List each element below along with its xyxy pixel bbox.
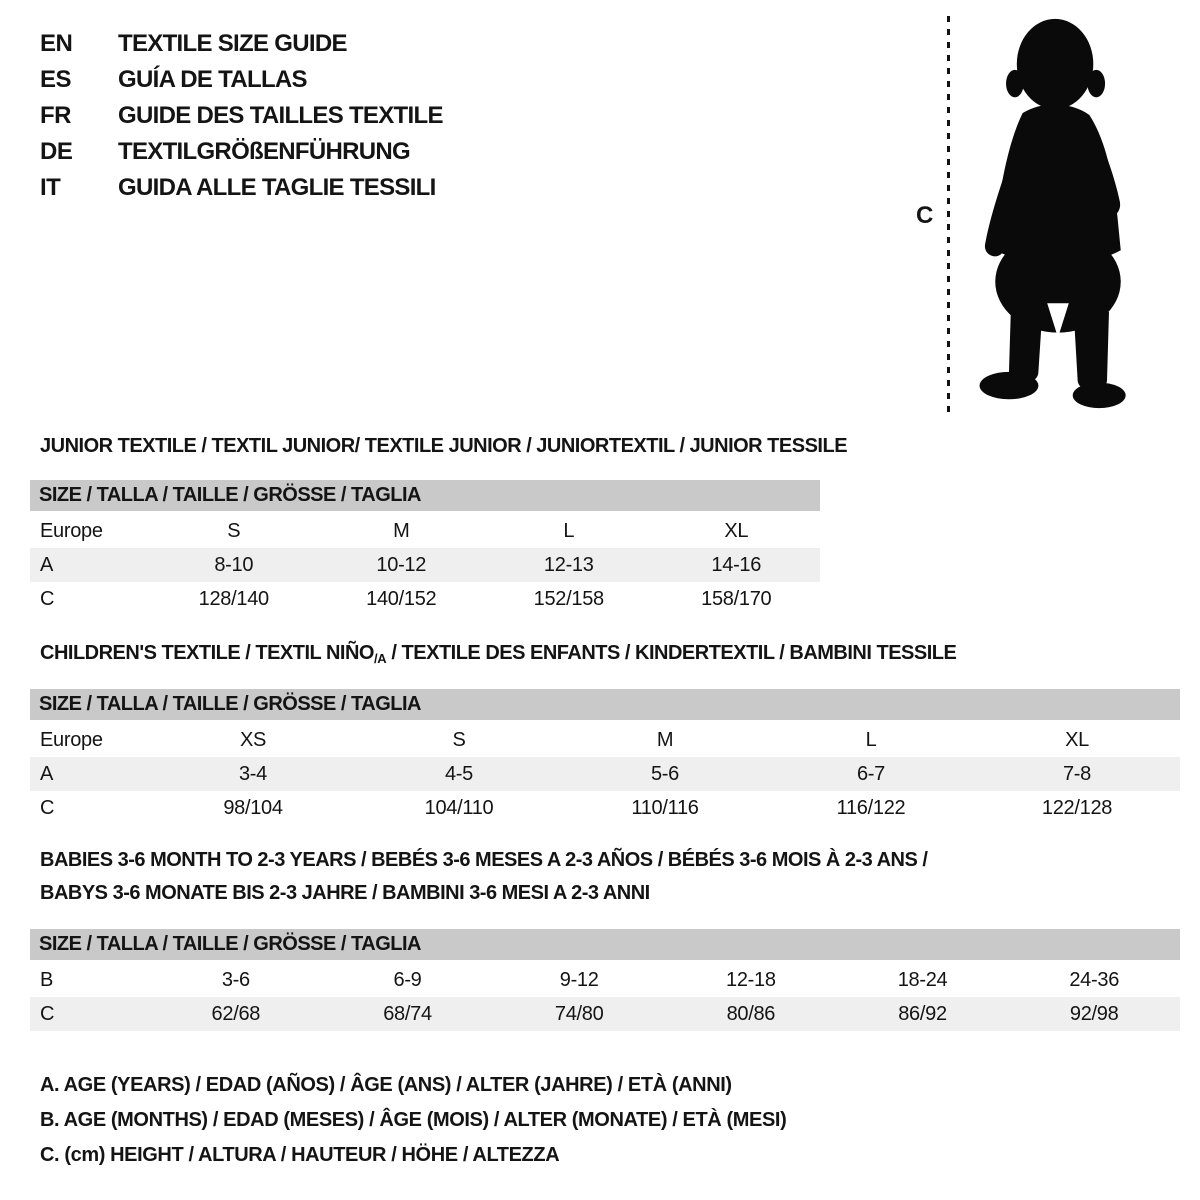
cell-value: 92/98	[1069, 1003, 1119, 1025]
junior-size-table	[30, 480, 820, 616]
cell-value: 68/74	[383, 1003, 432, 1025]
cell-value: 12-18	[726, 969, 776, 991]
cell-value: 140/152	[366, 588, 437, 610]
cell-value: 80/86	[726, 1003, 776, 1025]
row-label: C	[40, 588, 55, 610]
children-size-table	[30, 689, 1180, 825]
guide-title: TEXTILGRÖßENFÜHRUNG	[118, 138, 411, 165]
cell-value: 122/128	[1041, 797, 1113, 819]
height-measure-dashed-line	[947, 16, 950, 414]
table-row	[30, 757, 1180, 791]
footnote-b: B. AGE (MONTHS) / EDAD (MESES) / ÂGE (MOIS) / ALTER (MONATE) / ETÀ (MESI)	[40, 1109, 787, 1131]
table-size-header: SIZE / TALLA / TAILLE / GRÖSSE / TAGLIA	[30, 689, 1180, 720]
footnote-c: C. (cm) HEIGHT / ALTURA / HAUTEUR / HÖHE / ALTEZZA	[40, 1144, 560, 1166]
section-title-children	[40, 642, 956, 666]
toddler-silhouette-icon	[958, 13, 1158, 415]
table-row	[30, 582, 820, 616]
cell-value: XL	[724, 520, 749, 542]
guide-title: GUÍA DE TALLAS	[118, 66, 307, 93]
list-item	[40, 170, 443, 206]
cell-value: 86/92	[898, 1003, 947, 1025]
row-label: B	[40, 969, 54, 991]
table-row	[30, 723, 1180, 757]
cell-value: M	[656, 729, 674, 751]
cell-value: 128/140	[198, 588, 269, 610]
table-row	[30, 963, 1180, 997]
row-label: C	[40, 797, 55, 819]
cell-value: 18-24	[897, 969, 948, 991]
section-title-babies-line1: BABIES 3-6 MONTH TO 2-3 YEARS / BEBÉS 3-6 MESES A 2-3 AÑOS / BÉBÉS 3-6 MOIS À 2-3 ANS /	[40, 849, 928, 871]
row-label: A	[40, 554, 54, 576]
table-size-header: SIZE / TALLA / TAILLE / GRÖSSE / TAGLIA	[30, 480, 820, 511]
cell-value: 12-13	[543, 554, 594, 576]
table-row	[30, 997, 1180, 1031]
guide-title: GUIDE DES TAILLES TEXTILE	[118, 102, 443, 129]
section-title-text: CHILDREN'S TEXTILE / TEXTIL NIÑO	[40, 642, 374, 664]
cell-value: 5-6	[650, 763, 679, 785]
cell-value: 24-36	[1069, 969, 1120, 991]
language-code: IT	[40, 174, 61, 201]
cell-value: 110/116	[631, 797, 699, 819]
cell-value: S	[227, 520, 241, 542]
table-body	[30, 723, 1180, 825]
cell-value: 3-4	[238, 763, 267, 785]
language-code: DE	[40, 138, 73, 165]
cell-value: XL	[1065, 729, 1089, 751]
cell-value: 9-12	[559, 969, 599, 991]
height-measure-label: C	[916, 202, 934, 229]
row-label: Europe	[40, 520, 103, 542]
section-title-text: / TEXTILE DES ENFANTS / KINDERTEXTIL / BAMBINI TESSILE	[386, 642, 957, 664]
cell-value: XS	[239, 729, 267, 751]
cell-value: M	[393, 520, 410, 542]
cell-value: 10-12	[376, 554, 427, 576]
cell-value: 6-9	[393, 969, 422, 991]
list-item	[40, 134, 443, 170]
section-title-junior: JUNIOR TEXTILE / TEXTIL JUNIOR/ TEXTILE JUNIOR / JUNIORTEXTIL / JUNIOR TESSILE	[40, 435, 848, 457]
cell-value: 158/170	[701, 588, 772, 610]
table-body	[30, 514, 820, 616]
cell-value: 7-8	[1062, 763, 1091, 785]
list-item	[40, 62, 443, 98]
cell-value: 4-5	[444, 763, 473, 785]
cell-value: 152/158	[533, 588, 604, 610]
cell-value: 8-10	[214, 554, 254, 576]
language-code: ES	[40, 66, 72, 93]
footnote-a: A. AGE (YEARS) / EDAD (AÑOS) / ÂGE (ANS) / ALTER (JAHRE) / ETÀ (ANNI)	[40, 1074, 732, 1096]
cell-value: 3-6	[221, 969, 250, 991]
cell-value: L	[563, 520, 575, 542]
table-body	[30, 963, 1180, 1031]
cell-value: 74/80	[554, 1003, 604, 1025]
row-label: C	[40, 1003, 55, 1025]
list-item	[40, 26, 443, 62]
row-label: Europe	[40, 729, 103, 751]
language-code: FR	[40, 102, 71, 129]
cell-value: 98/104	[223, 797, 283, 819]
cell-value: L	[865, 729, 877, 751]
language-code: EN	[40, 30, 73, 57]
section-title-subscript: /A	[373, 651, 387, 666]
cell-value: 104/110	[424, 797, 494, 819]
cell-value: 116/122	[836, 797, 906, 819]
language-title-list	[40, 26, 443, 206]
table-row	[30, 514, 820, 548]
cell-value: S	[452, 729, 466, 751]
row-label: A	[40, 763, 54, 785]
guide-title: TEXTILE SIZE GUIDE	[118, 30, 347, 57]
cell-value: 14-16	[711, 554, 762, 576]
section-title-babies-line2: BABYS 3-6 MONATE BIS 2-3 JAHRE / BAMBINI 3-6 MESI A 2-3 ANNI	[40, 882, 650, 904]
guide-title: GUIDA ALLE TAGLIE TESSILI	[118, 174, 436, 201]
babies-size-table	[30, 929, 1180, 1031]
table-row	[30, 548, 820, 582]
cell-value: 62/68	[211, 1003, 261, 1025]
list-item	[40, 98, 443, 134]
cell-value: 6-7	[856, 763, 885, 785]
table-size-header: SIZE / TALLA / TAILLE / GRÖSSE / TAGLIA	[30, 929, 1180, 960]
table-row	[30, 791, 1180, 825]
